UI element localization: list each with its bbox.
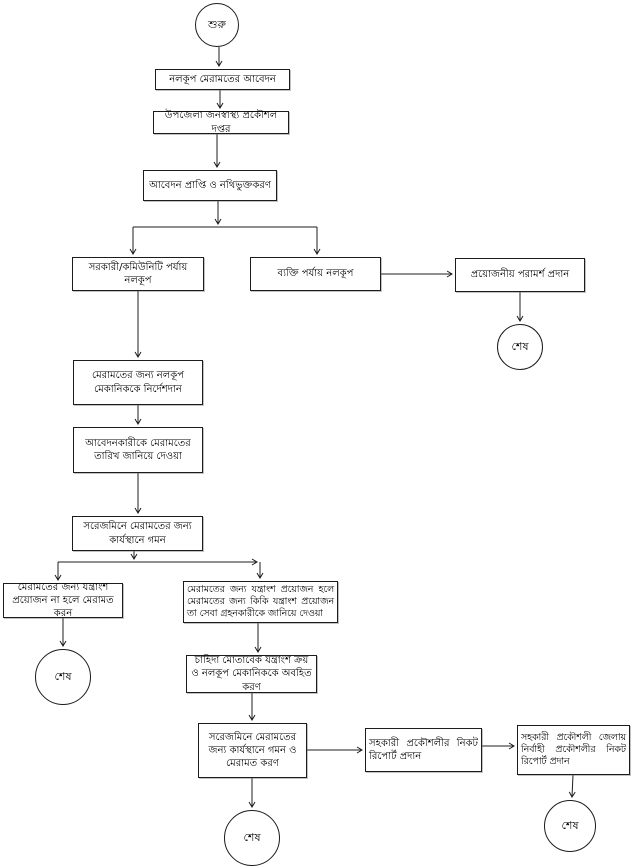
- node-inform-parts-label: মেরামতের জন্য যন্ত্রাংশ প্রয়োজন হলে মেরামতের জন্য কিকি যন্ত্রাংশ প্রয়োজন তা সেবা গ্রহনকারীকে জানিয়ে দেওয়া: [187, 583, 334, 620]
- node-start: [195, 3, 239, 47]
- node-instruct-mechanic-label: মেরামতের জন্য নলকূপ মেকানিককে নির্দেশদান: [92, 370, 184, 395]
- node-private-tubewell-label: ব্যক্তি পর্যায় নলকূপ: [277, 268, 354, 280]
- node-office-label: উপজেলা জনস্বাস্থ্য প্রকৌশল দপ্তর: [164, 110, 278, 135]
- node-govt-community-tubewell-label: সরকারী/কমিউনিটি পর্যায় নলকূপ: [88, 261, 188, 286]
- node-purchase-parts: [186, 655, 317, 693]
- node-repair-with-parts-label: সরেজমিনে মেরামতের জন্য কার্যস্থানে গমন ও মেরামত করণ: [208, 731, 297, 770]
- node-inform-parts: [183, 581, 338, 623]
- node-application-label: নলকূপ মেরামতের আবেদন: [169, 73, 276, 85]
- node-report-assistant-engineer-label: সহকারী প্রকৌশলীর নিকট রিপোর্ট প্রদান: [369, 737, 478, 762]
- node-report-executive-engineer-label: সহকারী প্রকৌশলী জেলায় নির্বাহী প্রকৌশলীর নিকট রিপোর্ট প্রদান: [521, 731, 626, 768]
- node-end-repair: [224, 810, 280, 866]
- node-instruct-mechanic: [73, 360, 203, 405]
- node-start-label: শুরু: [208, 17, 226, 31]
- node-repair-no-parts-label: মেরামতের জন্য যন্ত্রাংশ প্রয়োজন না হলে মেরামত করন: [12, 581, 114, 620]
- node-office: [153, 111, 289, 134]
- node-visit-site-label: সরেজমিনে মেরামতের জন্য কার্যস্থানে গমন: [83, 521, 192, 546]
- node-advice: [455, 258, 585, 292]
- node-visit-site: [72, 516, 203, 551]
- node-registration-label: আবেদন প্রাপ্তি ও নথিভুক্তকরণ: [149, 179, 271, 191]
- node-end-no-parts-label: শেষ: [54, 669, 72, 683]
- node-advice-label: প্রয়োজনীয় পরামর্শ প্রদান: [470, 269, 570, 281]
- node-end-no-parts: [35, 649, 91, 705]
- node-end-repair-label: শেষ: [243, 830, 261, 844]
- node-repair-no-parts: [3, 583, 123, 618]
- node-report-executive-engineer: [517, 725, 630, 775]
- node-inform-date-label: আবেদনকারীকে মেরামতের তারিখ জানিয়ে দেওয়া: [85, 437, 191, 462]
- node-end-advice-label: শেষ: [511, 339, 529, 353]
- node-govt-community-tubewell: [72, 257, 204, 291]
- node-inform-date: [73, 427, 203, 473]
- node-end-advice: [497, 324, 543, 370]
- node-purchase-parts-label: চাহিদা মোতাবেক যন্ত্রাংশ ক্রয় ও নলকূপ মেকানিককে অবহিত করণ: [191, 655, 312, 693]
- node-private-tubewell: [250, 257, 381, 291]
- node-end-report-label: শেষ: [561, 818, 579, 832]
- node-registration: [143, 170, 277, 201]
- node-repair-with-parts: [198, 723, 307, 778]
- node-application: [155, 69, 290, 90]
- node-report-assistant-engineer: [365, 728, 482, 772]
- node-end-report: [544, 800, 596, 852]
